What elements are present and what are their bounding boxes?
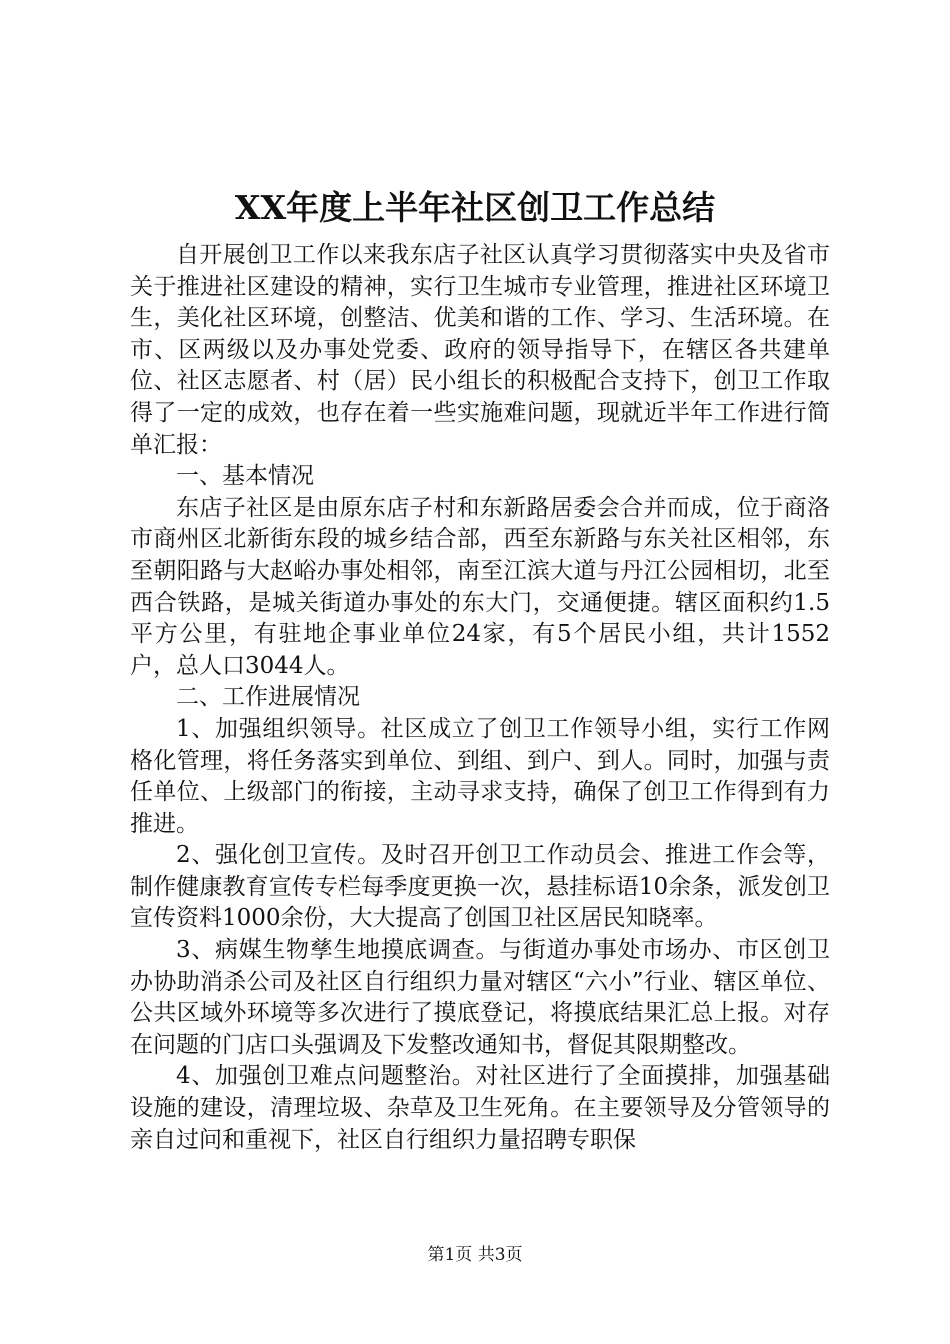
progress-item-2: 2、强化创卫宣传。及时召开创卫工作动员会、推进工作会等，制作健康教育宣传专栏每季度更换一次，悬挂标语10余条，派发创卫宣传资料1000余份，大大提高了创国卫社区居民知晓率。: [130, 842, 830, 932]
document-title: XX年度上半年社区创卫工作总结: [234, 188, 716, 227]
progress-item-3: 3、病媒生物孳生地摸底调查。与街道办事处市场办、市区创卫办协助消杀公司及社区自行组织力量对辖区“六小”行业、辖区单位、公共区域外环境等多次进行了摸底登记，将摸底结果汇总上报。对存在问题的门店口头强调及下发整改通知书，督促其限期整改。: [130, 937, 830, 1058]
intro-paragraph: 自开展创卫工作以来我东店子社区认真学习贯彻落实中央及省市关于推进社区建设的精神，实行卫生城市专业管理，推进社区环境卫生，美化社区环境，创整洁、优美和谐的工作、学习、生活环境。在市、区两级以及办事处党委、政府的领导指导下，在辖区各共建单位、社区志愿者、村（居）民小组长的积极配合支持下，创卫工作取得了一定的成效，也存在着一些实施难问题，现就近半年工作进行简单汇报：: [130, 242, 830, 458]
section-heading-basic: 一、基本情况: [176, 463, 314, 490]
basic-info-paragraph: 东店子社区是由原东店子村和东新路居委会合并而成，位于商洛市商州区北新街东段的城乡结合部，西至东新路与东关社区相邻，东至朝阳路与大赵峪办事处相邻，南至江滨大道与丹江公园相切，北至西合铁路，是城关街道办事处的东大门，交通便捷。辖区面积约1.5平方公里，有驻地企事业单位24家，有5个居民小组，共计1552户，总人口3044人。: [130, 494, 830, 679]
section-heading-progress: 二、工作进展情况: [176, 684, 360, 711]
page-indicator: 第1页 共3页: [427, 1245, 523, 1265]
document-body: [130, 240, 830, 1156]
progress-item-1: 1、加强组织领导。社区成立了创卫工作领导小组，实行工作网格化管理，将任务落实到单位、到组、到户、到人。同时，加强与责任单位、上级部门的衔接，主动寻求支持，确保了创卫工作得到有力推进。: [130, 715, 830, 837]
progress-item-4: 4、加强创卫难点问题整治。对社区进行了全面摸排，加强基础设施的建设，清理垃圾、杂草及卫生死角。在主要领导及分管领导的亲自过问和重视下，社区自行组织力量招聘专职保: [130, 1063, 830, 1153]
